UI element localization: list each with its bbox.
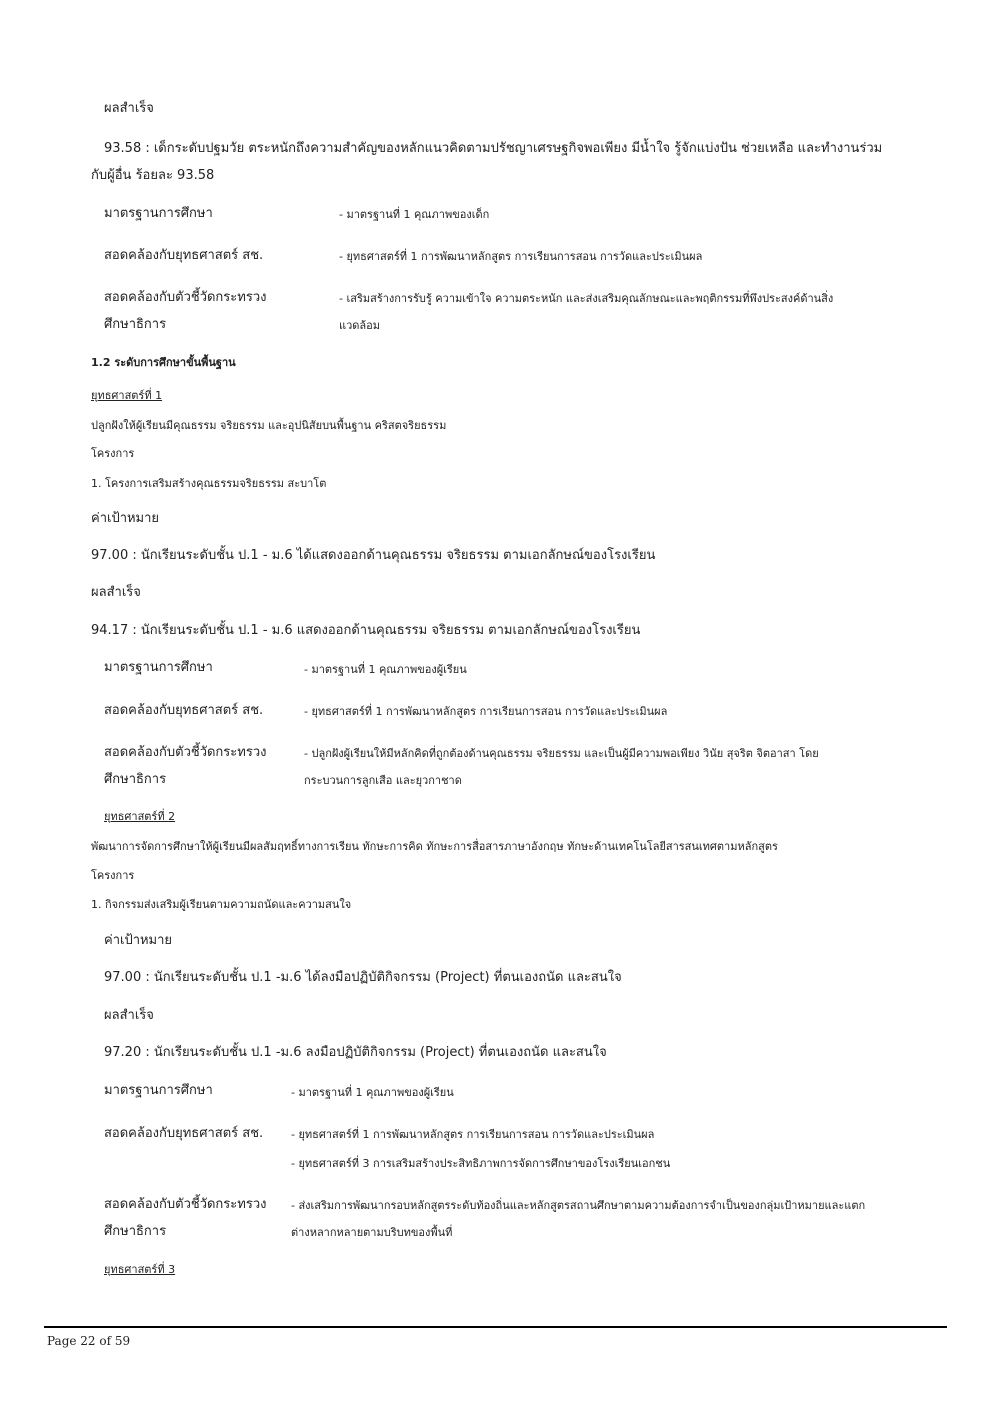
strategy-2-indicator-label-2: ศึกษาธิการ bbox=[104, 1224, 167, 1239]
strategy-2-indicator-label-1: สอดคล้องกับตัวชี้วัดกระทรวง bbox=[104, 1197, 267, 1212]
strategy-1-standard-label: มาตรฐานการศึกษา bbox=[104, 660, 213, 675]
strategy-1-project-item: 1. โครงการเสริมสร้างคุณธรรมจริยธรรม สะบาโต bbox=[91, 477, 327, 490]
s1-standard-value: - มาตรฐานที่ 1 คุณภาพของเด็ก bbox=[339, 208, 490, 221]
s1-indicator-value-2: แวดล้อม bbox=[339, 319, 381, 332]
strategy-1-title: ยุทธศาสตร์ที่ 1 bbox=[91, 389, 163, 402]
strategy-2-strategy-value-2: - ยุทธศาสตร์ที่ 3 การเสริมสร้างประสิทธิภาพการจัดการศึกษาของโรงเรียนเอกชน bbox=[291, 1157, 671, 1170]
strategy-2-strategy-value-1: - ยุทธศาสตร์ที่ 1 การพัฒนาหลักสูตร การเรียนการสอน การวัดและประเมินผล bbox=[291, 1128, 655, 1141]
strategy-1-indicator-value-1: - ปลูกฝังผู้เรียนให้มีหลักคิดที่ถูกต้องด้านคุณธรรม จริยธรรม และเป็นผู้มีความพอเพียง วินัย สุจริต จิตอาสา โดย bbox=[304, 747, 819, 760]
strategy-1-strategy-value: - ยุทธศาสตร์ที่ 1 การพัฒนาหลักสูตร การเรียนการสอน การวัดและประเมินผล bbox=[304, 705, 668, 718]
s1-standard-label: มาตรฐานการศึกษา bbox=[104, 206, 213, 221]
strategy-2-indicator-value-2: ต่างหลากหลายตามบริบทของพื้นที่ bbox=[291, 1226, 453, 1239]
s1-strategy-value: - ยุทธศาสตร์ที่ 1 การพัฒนาหลักสูตร การเรียนการสอน การวัดและประเมินผล bbox=[339, 250, 703, 263]
strategy-1-indicator-label-2: ศึกษาธิการ bbox=[104, 772, 167, 787]
strategy-2-description: พัฒนาการจัดการศึกษาให้ผู้เรียนมีผลสัมฤทธิ์ทางการเรียน ทักษะการคิด ทักษะการสื่อสารภาษาอังกฤษ ทักษะด้านเทคโนโลยีสารสนเทศตามหลักสูตร bbox=[91, 840, 778, 853]
strategy-1-description: ปลูกฝังให้ผู้เรียนมีคุณธรรม จริยธรรม และอุปนิสัยบนพื้นฐาน คริสตจริยธรรม bbox=[91, 419, 447, 432]
strategy-1-target-heading: ค่าเป้าหมาย bbox=[91, 511, 160, 526]
strategy-1-standard-value: - มาตรฐานที่ 1 คุณภาพของผู้เรียน bbox=[304, 663, 467, 676]
footer-divider bbox=[44, 1326, 947, 1328]
strategy-1-project-heading: โครงการ bbox=[91, 447, 135, 460]
strategy-2-project-item: 1. กิจกรรมส่งเสริมผู้เรียนตามความถนัดและความสนใจ bbox=[91, 898, 352, 911]
s1-result-line-1: 93.58 : เด็กระดับปฐมวัย ตระหนักถึงความสำคัญของหลักแนวคิดตามปรัชญาเศรษฐกิจพอเพียง มีน้ำใจ รู้จักแบ่งปัน ช่วยเหลือ และทำงานร่วม bbox=[104, 141, 883, 156]
section-heading: 1.2 ระดับการศึกษาขั้นพื้นฐาน bbox=[91, 356, 236, 369]
strategy-2-standard-value: - มาตรฐานที่ 1 คุณภาพของผู้เรียน bbox=[291, 1086, 454, 1099]
strategy-1-target-value: 97.00 : นักเรียนระดับชั้น ป.1 - ม.6 ได้แสดงออกด้านคุณธรรม จริยธรรม ตามเอกลักษณ์ของโรงเรียน bbox=[91, 548, 656, 563]
strategy-1-result-value: 94.17 : นักเรียนระดับชั้น ป.1 - ม.6 แสดงออกด้านคุณธรรม จริยธรรม ตามเอกลักษณ์ของโรงเรียน bbox=[91, 623, 641, 638]
strategy-2-standard-label: มาตรฐานการศึกษา bbox=[104, 1083, 213, 1098]
strategy-2-title: ยุทธศาสตร์ที่ 2 bbox=[104, 810, 176, 823]
strategy-1-indicator-label-1: สอดคล้องกับตัวชี้วัดกระทรวง bbox=[104, 745, 267, 760]
strategy-2-result-heading: ผลสำเร็จ bbox=[104, 1008, 154, 1023]
s1-indicator-value-1: - เสริมสร้างการรับรู้ ความเข้าใจ ความตระหนัก และส่งเสริมคุณลักษณะและพฤติกรรมที่พึงประสงค์ด้านสิ่ง bbox=[339, 292, 834, 305]
strategy-1-strategy-label: สอดคล้องกับยุทธศาสตร์ สช. bbox=[104, 703, 264, 718]
strategy-2-target-heading: ค่าเป้าหมาย bbox=[104, 933, 173, 948]
page-number: Page 22 of 59 bbox=[47, 1334, 131, 1348]
strategy-3-title: ยุทธศาสตร์ที่ 3 bbox=[104, 1263, 176, 1276]
strategy-1-indicator-value-2: กระบวนการลูกเสือ และยุวกาชาด bbox=[304, 774, 462, 787]
s1-result-line-2: กับผู้อื่น ร้อยละ 93.58 bbox=[91, 168, 215, 183]
strategy-2-result-value: 97.20 : นักเรียนระดับชั้น ป.1 -ม.6 ลงมือปฏิบัติกิจกรรม (Project) ที่ตนเองถนัด และสนใจ bbox=[104, 1045, 607, 1060]
s1-indicator-label-2: ศึกษาธิการ bbox=[104, 317, 167, 332]
s1-strategy-label: สอดคล้องกับยุทธศาสตร์ สช. bbox=[104, 248, 264, 263]
strategy-2-strategy-label: สอดคล้องกับยุทธศาสตร์ สช. bbox=[104, 1126, 264, 1141]
s1-result-heading: ผลสำเร็จ bbox=[104, 101, 154, 116]
s1-indicator-label-1: สอดคล้องกับตัวชี้วัดกระทรวง bbox=[104, 290, 267, 305]
strategy-2-project-heading: โครงการ bbox=[91, 869, 135, 882]
strategy-2-target-value: 97.00 : นักเรียนระดับชั้น ป.1 -ม.6 ได้ลงมือปฏิบัติกิจกรรม (Project) ที่ตนเองถนัด และสนใจ bbox=[104, 970, 622, 985]
strategy-2-indicator-value-1: - ส่งเสริมการพัฒนากรอบหลักสูตรระดับท้องถิ่นและหลักสูตรสถานศึกษาตามความต้องการจำเป็นของกลุ่มเป้าหมายและแตก bbox=[291, 1199, 866, 1212]
strategy-1-result-heading: ผลสำเร็จ bbox=[91, 585, 141, 600]
